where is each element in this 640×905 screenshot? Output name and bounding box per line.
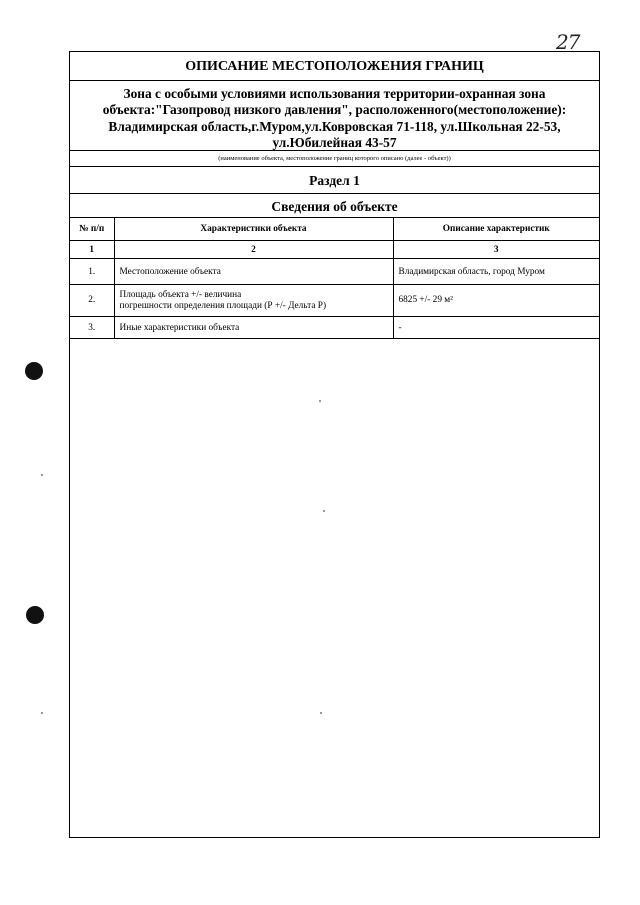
document-title: ОПИСАНИЕ МЕСТОПОЛОЖЕНИЯ ГРАНИЦ xyxy=(70,52,599,81)
zone-line: ул.Юбилейная 43-57 xyxy=(272,135,397,151)
header-description: Описание характеристик xyxy=(393,218,599,241)
header-number: № п/п xyxy=(70,218,114,241)
zone-description xyxy=(70,81,599,151)
row-number: 1. xyxy=(70,259,114,285)
column-number-row xyxy=(70,241,599,259)
punch-hole xyxy=(25,362,43,380)
punch-hole xyxy=(26,606,44,624)
header-characteristics: Характеристики объекта xyxy=(114,218,393,241)
row-characteristic-line: погрешности определения площади (Р +/- Дельта Р) xyxy=(119,300,327,311)
scan-speck xyxy=(41,712,43,714)
zone-line: объекта:"Газопровод низкого давления", расположенного(местоположение): xyxy=(102,102,567,118)
row-characteristic: Местоположение объекта xyxy=(114,259,393,285)
column-number: 1 xyxy=(70,241,114,259)
zone-line: Владимирская область,г.Муром,ул.Ковровская 71-118, ул.Школьная 22-53, xyxy=(108,118,561,134)
row-characteristic xyxy=(114,285,393,317)
section-subtitle: Сведения об объекте xyxy=(70,194,599,218)
object-info-table xyxy=(70,218,599,339)
row-characteristic-line: Площадь объекта +/- величина xyxy=(119,289,242,300)
table-row xyxy=(70,285,599,317)
column-number: 3 xyxy=(393,241,599,259)
zone-line: Зона с особыми условиями использования территории-охранная зона xyxy=(123,86,546,101)
row-value: 6825 +/- 29 м² xyxy=(393,285,599,317)
row-number: 2. xyxy=(70,285,114,317)
row-value: - xyxy=(393,317,599,339)
handwritten-page-number: 27 xyxy=(556,30,580,54)
row-value: Владимирская область, город Муром xyxy=(393,259,599,285)
row-number: 3. xyxy=(70,317,114,339)
table-row xyxy=(70,259,599,285)
table-row xyxy=(70,317,599,339)
row-characteristic: Иные характеристики объекта xyxy=(114,317,393,339)
object-caption: (наименование объекта, местоположение границ которого описано (далее - объект)) xyxy=(70,151,599,167)
column-number: 2 xyxy=(114,241,393,259)
table-header-row xyxy=(70,218,599,241)
document-frame xyxy=(69,51,600,838)
section-title: Раздел 1 xyxy=(70,167,599,194)
scan-speck xyxy=(41,474,43,476)
